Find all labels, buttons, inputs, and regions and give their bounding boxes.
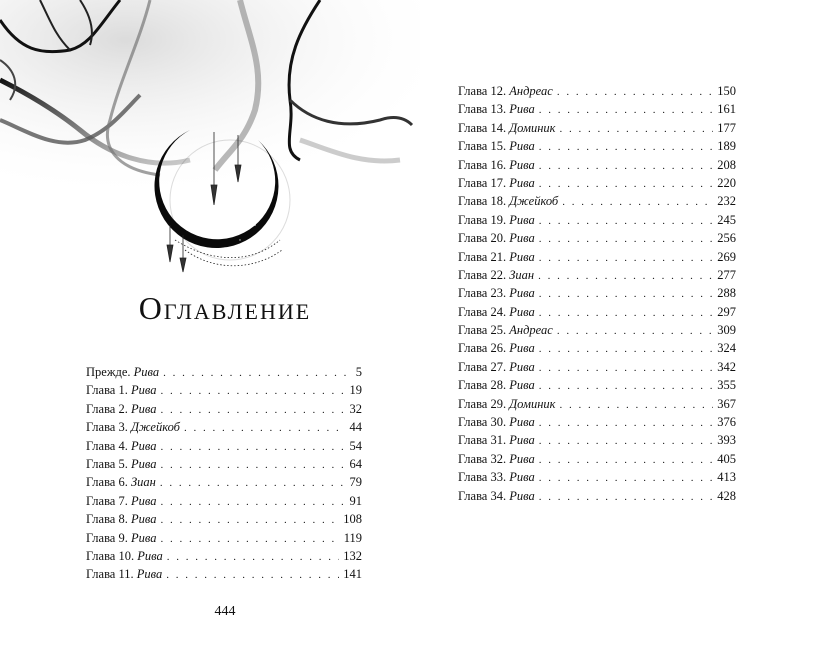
toc-right-column xyxy=(458,82,736,505)
toc-entry xyxy=(86,418,362,436)
chapter-label: Глава 22. xyxy=(458,267,507,282)
toc-entry xyxy=(458,376,736,394)
leader-dots xyxy=(539,304,714,322)
chapter-label: Глава 19. xyxy=(458,212,507,227)
chapter-label: Глава 4. xyxy=(86,438,128,453)
toc-entry xyxy=(458,487,736,505)
page-ref: 342 xyxy=(717,359,736,374)
page-ref: 324 xyxy=(717,341,736,356)
page-ref: 44 xyxy=(349,420,362,435)
page-number: 444 xyxy=(214,604,236,619)
page-ref: 91 xyxy=(349,493,362,508)
chapter-label: Глава 24. xyxy=(458,304,507,319)
chapter-label: Глава 31. xyxy=(458,433,507,448)
chapter-label: Прежде. xyxy=(86,365,131,379)
leader-dots xyxy=(160,438,345,456)
toc-entry xyxy=(86,473,362,491)
page-ref: 32 xyxy=(349,401,362,416)
leader-dots xyxy=(539,451,714,469)
page-ref: 64 xyxy=(349,456,362,471)
toc-entry xyxy=(86,492,362,510)
narrator-name: Рива xyxy=(130,456,157,471)
leader-dots xyxy=(539,157,714,175)
page-ref: 54 xyxy=(349,438,362,453)
page-ref: 355 xyxy=(717,378,736,393)
leader-dots xyxy=(539,212,714,230)
page-ref: 269 xyxy=(717,249,736,264)
chapter-label: Глава 21. xyxy=(458,249,507,264)
leader-dots xyxy=(539,340,714,358)
narrator-name: Рива xyxy=(130,512,157,527)
chapter-label: Глава 6. xyxy=(86,475,128,490)
decorative-artwork xyxy=(0,0,450,300)
narrator-name: Рива xyxy=(509,286,535,301)
leader-dots xyxy=(539,230,714,248)
chapter-label: Глава 3. xyxy=(86,420,128,435)
narrator-name: Рива xyxy=(509,249,535,264)
toc-entry xyxy=(86,400,362,418)
chapter-label: Глава 9. xyxy=(86,530,128,545)
narrator-name: Рива xyxy=(509,470,535,485)
leader-dots xyxy=(160,474,346,492)
toc-entry xyxy=(458,395,736,413)
page-ref: 277 xyxy=(717,267,736,282)
leader-dots xyxy=(539,359,714,377)
branches-icon xyxy=(0,0,420,200)
toc-left-column xyxy=(86,363,362,584)
chapter-label: Глава 34. xyxy=(458,488,507,503)
toc-entry xyxy=(458,174,736,192)
leader-dots xyxy=(557,83,713,101)
page-ref: 232 xyxy=(717,194,736,209)
narrator-name: Рива xyxy=(509,415,535,430)
narrator-name: Рива xyxy=(509,359,535,374)
leader-dots xyxy=(560,396,714,414)
narrator-name: Зиан xyxy=(130,475,156,490)
page-ref: 5 xyxy=(355,365,362,379)
page-ref: 19 xyxy=(349,383,362,398)
narrator-name: Рива xyxy=(509,231,535,246)
toc-entry xyxy=(458,413,736,431)
chapter-label: Глава 30. xyxy=(458,415,507,430)
page-ref: 309 xyxy=(717,323,736,338)
narrator-name: Рива xyxy=(130,493,157,508)
leader-dots xyxy=(160,493,345,511)
narrator-name: Рива xyxy=(130,530,157,545)
toc-entry xyxy=(86,510,362,528)
chapter-label: Глава 28. xyxy=(458,378,507,393)
leader-dots xyxy=(160,401,345,419)
leader-dots xyxy=(160,382,345,400)
leader-dots xyxy=(184,419,346,437)
chapter-label: Глава 11. xyxy=(86,567,134,582)
narrator-name: Рива xyxy=(509,488,535,503)
chapter-label: Глава 33. xyxy=(458,470,507,485)
narrator-name: Андреас xyxy=(509,84,553,98)
page-title: Оглавление xyxy=(138,290,312,326)
toc-entry xyxy=(86,455,362,473)
page-ref: 189 xyxy=(717,139,736,154)
narrator-name: Джейкоб xyxy=(130,420,180,435)
toc-entry xyxy=(458,431,736,449)
page-ref: 413 xyxy=(717,470,736,485)
chapter-label: Глава 14. xyxy=(458,120,507,135)
narrator-name: Рива xyxy=(509,451,535,466)
chapter-label: Глава 16. xyxy=(458,157,507,172)
leader-dots xyxy=(539,469,714,487)
toc-entry xyxy=(86,437,362,455)
narrator-name: Рива xyxy=(509,139,535,154)
page-ref: 108 xyxy=(343,512,362,527)
narrator-name: Рива xyxy=(509,433,535,448)
narrator-name: Андреас xyxy=(509,323,553,338)
chapter-label: Глава 23. xyxy=(458,286,507,301)
page-ref: 428 xyxy=(717,488,736,503)
page-ref: 393 xyxy=(717,433,736,448)
chapter-label: Глава 7. xyxy=(86,493,128,508)
chapter-label: Глава 25. xyxy=(458,323,507,338)
chapter-label: Глава 32. xyxy=(458,451,507,466)
chapter-label: Глава 8. xyxy=(86,512,128,527)
chapter-label: Глава 15. xyxy=(458,139,507,154)
toc-entry xyxy=(458,229,736,247)
page-ref: 405 xyxy=(717,451,736,466)
leader-dots xyxy=(539,175,714,193)
leader-dots xyxy=(539,101,714,119)
narrator-name: Рива xyxy=(509,157,535,172)
chapter-label: Глава 29. xyxy=(458,396,507,411)
page-ref: 376 xyxy=(717,415,736,430)
narrator-name: Рива xyxy=(133,365,160,379)
leader-dots xyxy=(160,511,339,529)
chapter-label: Глава 20. xyxy=(458,231,507,246)
page-ref: 119 xyxy=(343,530,362,545)
narrator-name: Рива xyxy=(509,304,535,319)
page-ref: 150 xyxy=(717,84,736,98)
leader-dots xyxy=(539,432,714,450)
toc-entry xyxy=(458,192,736,210)
narrator-name: Доминик xyxy=(509,120,556,135)
narrator-name: Джейкоб xyxy=(509,194,559,209)
toc-entry xyxy=(86,381,362,399)
leader-dots xyxy=(160,456,345,474)
leader-dots xyxy=(166,566,339,584)
narrator-name: Доминик xyxy=(509,396,556,411)
toc-entry xyxy=(458,321,736,339)
narrator-name: Рива xyxy=(130,401,157,416)
toc-entry xyxy=(458,358,736,376)
leader-dots xyxy=(163,364,352,382)
narrator-name: Рива xyxy=(509,175,535,190)
toc-entry xyxy=(458,248,736,266)
page-ref: 208 xyxy=(717,157,736,172)
toc-entry xyxy=(86,529,362,547)
page-ref: 132 xyxy=(343,548,362,563)
leader-dots xyxy=(539,249,714,267)
chapter-label: Глава 17. xyxy=(458,175,507,190)
toc-entry xyxy=(458,100,736,118)
toc-entry xyxy=(458,468,736,486)
leader-dots xyxy=(539,414,714,432)
toc-entry xyxy=(458,211,736,229)
narrator-name: Рива xyxy=(509,212,535,227)
chapter-label: Глава 27. xyxy=(458,359,507,374)
narrator-name: Зиан xyxy=(509,267,535,282)
narrator-name: Рива xyxy=(130,383,157,398)
chapter-label: Глава 2. xyxy=(86,401,128,416)
leader-dots xyxy=(539,488,714,506)
page-ref: 79 xyxy=(349,475,362,490)
narrator-name: Рива xyxy=(509,102,535,117)
narrator-name: Рива xyxy=(136,567,163,582)
narrator-name: Рива xyxy=(137,548,163,563)
leader-dots xyxy=(160,530,339,548)
page-ref: 297 xyxy=(717,304,736,319)
leader-dots xyxy=(539,377,714,395)
page-ref: 220 xyxy=(717,175,736,190)
toc-entry xyxy=(86,565,362,583)
page-ref: 177 xyxy=(717,120,736,135)
page-ref: 161 xyxy=(717,102,736,117)
leader-dots xyxy=(560,120,714,138)
leader-dots xyxy=(557,322,713,340)
toc-entry xyxy=(458,137,736,155)
toc-entry xyxy=(458,284,736,302)
toc-entry xyxy=(458,450,736,468)
page-ref: 141 xyxy=(343,567,362,582)
page-ref: 367 xyxy=(717,396,736,411)
chapter-label: Глава 13. xyxy=(458,102,507,117)
chapter-label: Глава 26. xyxy=(458,341,507,356)
toc-entry xyxy=(458,119,736,137)
chapter-label: Глава 5. xyxy=(86,456,128,471)
leader-dots xyxy=(167,548,340,566)
narrator-name: Рива xyxy=(509,341,535,356)
leader-dots xyxy=(539,285,714,303)
toc-entry xyxy=(86,363,362,381)
page-ref: 245 xyxy=(717,212,736,227)
toc-entry xyxy=(458,266,736,284)
toc-entry xyxy=(86,547,362,565)
chapter-label: Глава 1. xyxy=(86,383,128,398)
chapter-label: Глава 12. xyxy=(458,84,507,98)
narrator-name: Рива xyxy=(509,378,535,393)
leader-dots xyxy=(562,193,713,211)
page-ref: 288 xyxy=(717,286,736,301)
toc-entry xyxy=(458,82,736,100)
chapter-label: Глава 18. xyxy=(458,194,507,209)
leader-dots xyxy=(539,138,714,156)
leader-dots xyxy=(538,267,713,285)
toc-entry xyxy=(458,303,736,321)
narrator-name: Рива xyxy=(130,438,157,453)
toc-entry xyxy=(458,156,736,174)
toc-entry xyxy=(458,339,736,357)
page-ref: 256 xyxy=(717,231,736,246)
chapter-label: Глава 10. xyxy=(86,548,135,563)
